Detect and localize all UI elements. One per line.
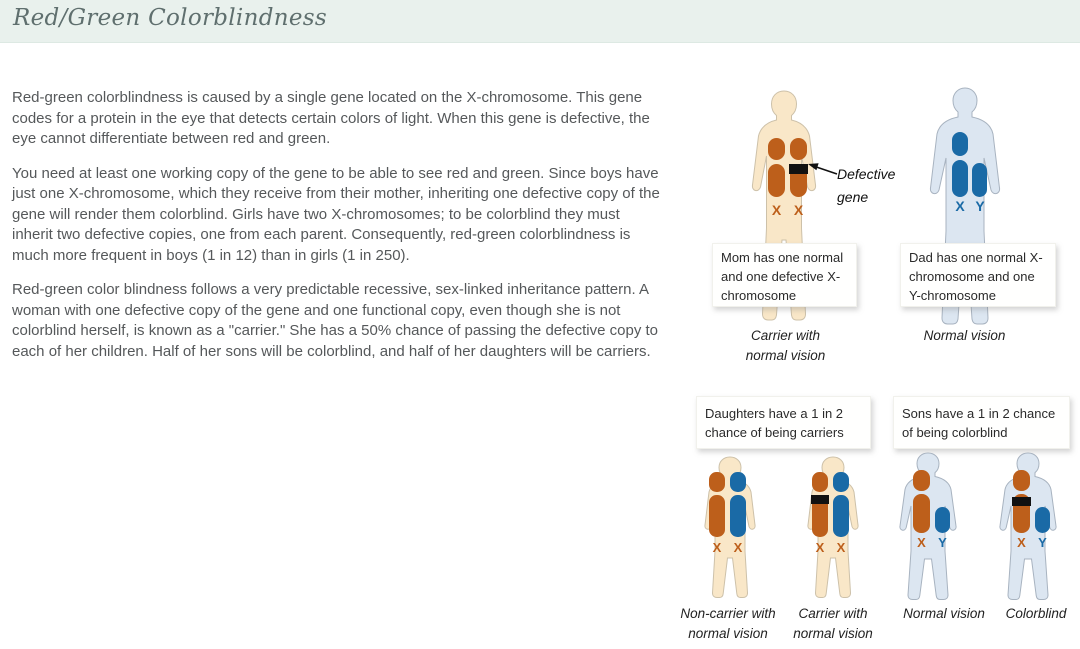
mom-caption: Carrier with normal vision (745, 328, 826, 363)
x-chromosome-defective (1012, 470, 1031, 533)
paragraph-2: You need at least one working copy of the gene to be able to see red and green. Since boys have just one X-chromosome, which they receive from their mother, inheriting one defective copy of the gene will render them colorblind. Girls have two X-chromosomes; to be colorblind they must inherit two defective copies, one from each parent. Consequently, red-green colorblindness is much more frequent in boys (1 in 12) than in girls (1 in 250). (12, 164, 660, 264)
paragraph-3: Red-green color blindness follows a very predictable recessive, sex-linked inheritance pattern. A woman with one defective copy of the gene and one functional copy, even though she is not colorblind herself, is known as a "carrier." She has a 50% chance of passing the defective copy to each of her children. Half of her sons will be colorblind, and half of her daughters will be carriers. (12, 281, 659, 360)
chromosome-letter-x: X (733, 540, 743, 555)
chromosome-lobe (709, 472, 725, 492)
defective-gene-label: Defective gene (837, 166, 896, 205)
x-chromosome-maternal (709, 472, 725, 537)
dad-caption: Normal vision (923, 328, 1006, 343)
chromosome-lobe (790, 138, 807, 160)
chromosome-lobe (952, 132, 968, 156)
chromosome-lobe (730, 495, 746, 537)
chromosome-lobe (768, 164, 785, 197)
chromosome-lobe (768, 138, 785, 160)
daughter-carrier-caption: Carrier with normal vision (793, 606, 873, 641)
x-chromosome (952, 132, 968, 197)
x-chromosome-paternal (730, 472, 746, 537)
son-colorblind-figure (996, 451, 1060, 603)
defective-gene-band (1012, 497, 1031, 506)
chromosome-lobe (833, 495, 849, 537)
chromosome-letter-x: X (917, 535, 926, 550)
page-header (0, 0, 1080, 43)
chromosome-letter-y: Y (1038, 535, 1047, 550)
article-text (12, 88, 660, 376)
chromosome-letter-x: X (815, 540, 825, 555)
chromosome-letter-x: X (793, 202, 804, 218)
chromosome-letter-y: Y (938, 535, 947, 550)
chromosome-lobe (913, 470, 930, 491)
y-chromosome (1035, 507, 1050, 533)
chromosome-lobe (709, 495, 725, 537)
son-normal-figure (896, 451, 960, 603)
chromosome-letter-x: X (955, 198, 965, 214)
daughters-note-box: Daughters have a 1 in 2 chance of being carriers (696, 396, 871, 449)
son-normal-caption: Normal vision (903, 606, 985, 621)
y-chromosome (935, 507, 950, 533)
chromosome-lobe (952, 160, 968, 197)
daughter-noncarrier-figure (701, 455, 759, 603)
defective-gene-arrow (806, 158, 840, 180)
sons-note-box: Sons have a 1 in 2 chance of being colorblind (893, 396, 1070, 449)
x-chromosome-maternal (913, 470, 930, 533)
chromosome-letter-y: Y (975, 198, 985, 214)
chromosome-lobe (1013, 470, 1030, 491)
x-chromosome-defective (811, 472, 829, 537)
chromosome-letter-x: X (771, 202, 782, 218)
mom-note-box: Mom has one normal and one defective X-chromosome (712, 243, 857, 307)
chromosome-letter-x: X (712, 540, 722, 555)
defective-gene-band (811, 495, 829, 504)
chromosome-lobe (913, 494, 930, 533)
paragraph-1: Red-green colorblindness is caused by a single gene located on the X-chromosome. This gene codes for a protein in the eye that detects certain colors of light. When this gene is defective, the eye cannot differentiate between red and green. (12, 89, 650, 147)
page-title: Red/Green Colorblindness (13, 5, 327, 31)
x-chromosome-paternal (833, 472, 849, 537)
chromosome-letter-x: X (836, 540, 846, 555)
chromosome-letter-x: X (1017, 535, 1026, 550)
chromosome-lobe (812, 472, 828, 492)
daughter-carrier-figure (804, 455, 862, 603)
son-colorblind-caption: Colorblind (1005, 606, 1067, 621)
chromosome-lobe (833, 472, 849, 492)
daughter-noncarrier-caption: Non-carrier with normal vision (680, 606, 776, 641)
x-chromosome-normal (768, 138, 785, 197)
y-chromosome (972, 163, 987, 197)
dad-note-box: Dad has one normal X-chromosome and one Y-chromosome (900, 243, 1056, 307)
chromosome-lobe (730, 472, 746, 492)
